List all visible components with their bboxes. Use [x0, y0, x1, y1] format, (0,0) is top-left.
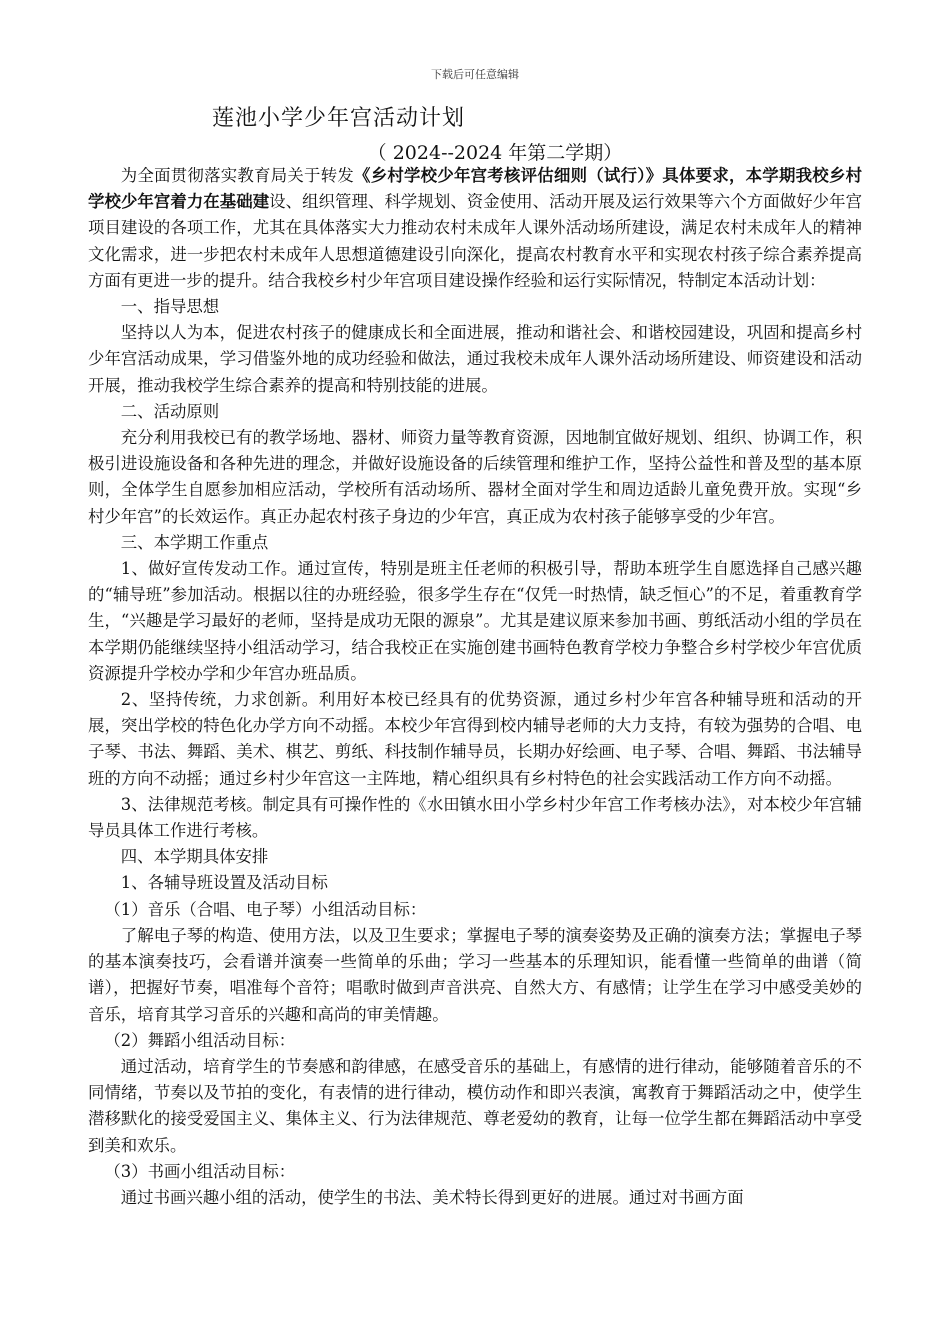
section-heading-arrangement: 四、本学期具体安排 [120, 847, 269, 867]
header-note: 下载后可任意编辑 [431, 68, 519, 81]
section-heading-focus: 三、本学期工作重点 [120, 532, 269, 552]
section-text-guiding: 坚持以人为本，促进农村孩子的健康成长和全面进展，推动和谐社会、和谐校园建设，巩固和提高乡村少年宫活动成果，学习借鉴外地的成功经验和做法，通过我校未成年人课外活动场所建设、师资建设和活动开展，推动我校学生综合素养的提高和特别技能的进展。 [88, 323, 862, 395]
section-text-principles: 充分利用我校已有的教学场地、器材、师资力量等教育资源，因地制宜做好规划、组织、协调工作，积极引进设施设备和各种先进的理念，并做好设施设备的后续管理和维护工作，坚持公益性和普及型的基本原则，全体学生自愿参加相应活动，学校所有活动场所、器材全面对学生和周边适龄儿童免费开放。实现“乡村少年宫”的长效运作。真正办起农村孩子身边的少年宫，真正成为农村孩子能够享受的少年宫。 [88, 428, 862, 526]
document-subtitle: （ 2024--2024 年第二学期） [367, 142, 623, 164]
intro-bold-text: 《乡村学校少年宫考核评估细则（试行）》具体要求，本学期我校乡村学校少年宫着力在基础建 [88, 166, 862, 212]
group-text-art: 通过书画兴趣小组的活动，使学生的书法、美术特长得到更好的进展。通过对书画方面 [120, 1187, 744, 1207]
intro-paragraph [88, 163, 862, 294]
document-body [88, 163, 862, 1211]
section-heading-principles: 二、活动原则 [120, 401, 220, 421]
intro-text-1: 为全面贯彻落实教育局关于转发 [120, 166, 355, 185]
focus-item-3: 3、法律规范考核。制定具有可操作性的《水田镇水田小学乡村少年宫工作考核办法》，对本校少年宫辅导员具体工作进行考核。 [88, 794, 862, 841]
group-heading-music: （1）音乐（合唱、电子琴）小组活动目标： [104, 899, 427, 919]
group-text-dance: 通过活动，培育学生的节奏感和韵律感，在感受音乐的基础上，有感情的进行律动，能够随着音乐的不同情绪，节奏以及节拍的变化，有表情的进行律动，模仿动作和即兴表演，寓教育于舞蹈活动之中，使学生潜移默化的接受爱国主义、集体主义、行为法律规范、尊老爱幼的教育，让每一位学生都在舞蹈活动中享受到美和欢乐。 [88, 1056, 862, 1155]
arrangement-subheading: 1、各辅导班设置及活动目标 [120, 873, 328, 893]
document-title: 莲池小学少年宫活动计划 [212, 106, 466, 131]
group-heading-dance: （2）舞蹈小组活动目标： [104, 1030, 296, 1050]
section-heading-guiding: 一、指导思想 [120, 297, 220, 317]
group-heading-art: （3）书画小组活动目标： [104, 1161, 296, 1181]
focus-item-1: 1、做好宣传发动工作。通过宣传，特别是班主任老师的积极引导，帮助本班学生自愿选择自己感兴趣的“辅导班”参加活动。根据以往的办班经验，很多学生存在“仅凭一时热情，缺乏恒心”的不足，着重教育学生，“兴趣是学习最好的老师，坚持是成功无限的源泉”。尤其是建议原来参加书画、剪纸活动小组的学员在本学期仍能继续坚持小组活动学习，结合我校正在实施创建书画特色教育学校力争整合乡村学校少年宫优质资源提升学校办学和少年宫办班品质。 [88, 559, 862, 683]
focus-item-2: 2、坚持传统，力求创新。利用好本校已经具有的优势资源，通过乡村少年宫各种辅导班和活动的开展，突出学校的特色化办学方向不动摇。本校少年宫得到校内辅导老师的大力支持，有较为强势的合唱、电子琴、书法、舞蹈、美术、棋艺、剪纸、科技制作辅导员，长期办好绘画、电子琴、合唱、舞蹈、书法辅导班的方向不动摇；通过乡村少年宫这一主阵地，精心组织具有乡村特色的社会实践活动工作方向不动摇。 [88, 690, 862, 788]
intro-text-2: 设、组织管理、科学规划、资金使用、活动开展及运行效果等六个方面做好少年宫项目建设的各项工作，尤其在具体落实大力推动农村未成年人课外活动场所建设，满足农村未成年人的精神文化需求，进一步把农村未成年人思想道德建设引向深化，提高农村教育水平和实现农村孩子综合素养提高方面有更进一步的提升。结合我校乡村少年宫项目建设操作经验和运行实际情况，特制定本活动计划： [88, 192, 863, 290]
group-text-music: 了解电子琴的构造、使用方法，以及卫生要求；掌握电子琴的演奏姿势及正确的演奏方法；掌握电子琴的基本演奏技巧，会看谱并演奏一些简单的乐曲；学习一些基本的乐理知识，能看懂一些简单的曲谱（简谱），把握好节奏，唱准每个音符；唱歌时做到声音洪亮、自然大方、有感情；让学生在学习中感受美妙的音乐，培育其学习音乐的兴趣和高尚的审美情趣。 [88, 925, 862, 1024]
